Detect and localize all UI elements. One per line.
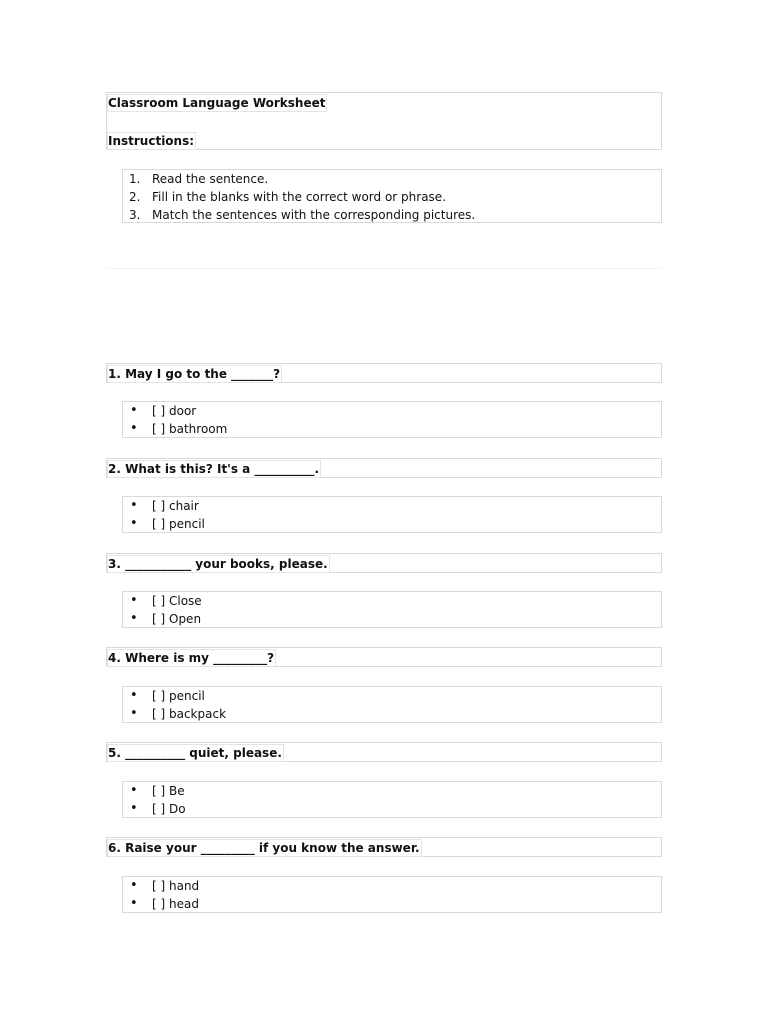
bullet-icon: • [130,801,138,816]
question-2 [106,458,662,478]
instruction-text: Read the sentence. [152,172,269,186]
worksheet-title: Classroom Language Worksheet [108,96,326,110]
bullet-icon: • [130,783,138,798]
question-5 [106,742,662,762]
question-4-options [122,686,662,723]
option-label: [ ] backpack [152,707,227,721]
option-label: [ ] hand [152,879,200,893]
worksheet-header [106,92,662,150]
bullet-icon: • [130,516,138,531]
question-prompt: 1. May I go to the _______? [108,367,281,381]
instructions-label: Instructions: [108,134,195,148]
question-6 [106,837,662,857]
option-label: [ ] pencil [152,517,205,531]
option-label: [ ] bathroom [152,422,228,436]
instruction-number: 3. [129,208,141,222]
section-divider [106,268,662,269]
instructions-list [122,169,662,223]
question-1-options [122,401,662,438]
question-6-options [122,876,662,913]
question-prompt: 3. ___________ your books, please. [108,557,328,571]
option-label: [ ] pencil [152,689,205,703]
instruction-number: 1. [129,172,141,186]
option-label: [ ] door [152,404,197,418]
option-label: [ ] Be [152,784,185,798]
bullet-icon: • [130,706,138,721]
instruction-text: Fill in the blanks with the correct word or phrase. [152,190,447,204]
option-label: [ ] Do [152,802,186,816]
bullet-icon: • [130,421,138,436]
question-5-options [122,781,662,818]
option-label: [ ] chair [152,499,199,513]
bullet-icon: • [130,593,138,608]
bullet-icon: • [130,878,138,893]
bullet-icon: • [130,896,138,911]
question-2-options [122,496,662,533]
option-label: [ ] Close [152,594,202,608]
question-1 [106,363,662,383]
instruction-number: 2. [129,190,141,204]
option-label: [ ] Open [152,612,202,626]
instruction-text: Match the sentences with the corresponding pictures. [152,208,476,222]
question-prompt: 6. Raise your _________ if you know the answer. [108,841,420,855]
question-4 [106,647,662,667]
bullet-icon: • [130,498,138,513]
question-3-options [122,591,662,628]
question-prompt: 5. __________ quiet, please. [108,746,282,760]
bullet-icon: • [130,688,138,703]
question-prompt: 2. What is this? It's a __________. [108,462,320,476]
option-label: [ ] head [152,897,199,911]
bullet-icon: • [130,611,138,626]
question-3 [106,553,662,573]
bullet-icon: • [130,403,138,418]
question-prompt: 4. Where is my _________? [108,651,275,665]
